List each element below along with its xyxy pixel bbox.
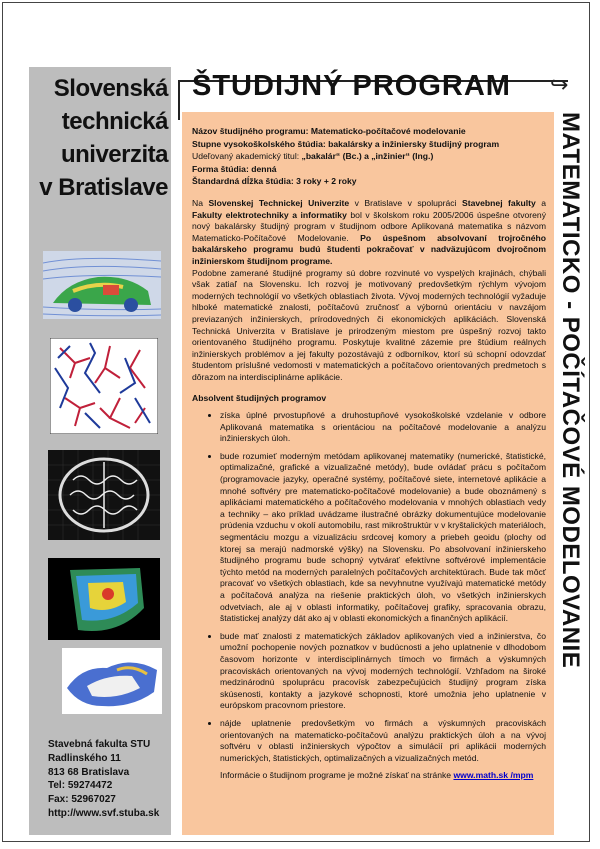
contact-line: Fax: 52967027 — [48, 794, 116, 806]
contact-line: 813 68 Bratislava — [48, 766, 130, 778]
university-line: technická — [61, 108, 168, 135]
geoid-map-image — [62, 648, 162, 714]
graduates-title: Absolvent študijných programov — [192, 393, 327, 404]
intro-paragraph-2: Podobne zamerané študijné programy sú dobre rozvinuté vo vyspelých krajinách, chýbali však zatiaľ na Slovensku. Ich rozvoj je motivovaný predovšetkým rýchlym vývojom moderných technológií vo všetkých oblastiach života. Vývoj moderných technológií vyžaduje hlboké matematické znalosti, počítačovú zručnosť a výbornú orientáciu v navzájom previazaných inžinierskych, prírodovedných či ekonomických aplikáciách. Slovenská Technická Univerzita v Bratislave je prirodzeným miestom pre úspešný rozvoj takto orientovaného študijného programu. Poskytuje kvalitné zázemie pre štúdium reálnych inžinierskych problémov a jej fakulty pozostávajú z odborníkov, ktorí sú schopní odovzdať študentom príslušné vedomosti v matematických a počítačovo orientovaných predmetoch s dôrazom na interdisciplinárne aplikácie. — [192, 267, 546, 382]
info-form: Forma štúdia: denná — [192, 163, 277, 174]
title-box — [188, 68, 556, 110]
list-item: • získa úplné prvostupňové a druhostupňové vysokoškolské vzdelanie v odbore Aplikovaná matematika s orientáciou na počítačové modelovanie a analýzu inžinierskych úloh. — [220, 410, 546, 445]
intro-text: Na Slovenskej Technickej Univerzite v Bratislave v spolupráci Stavebnej fakulty a Fakulty elektrotechniky a informatiky bol v školskom roku 2005/2006 úspešne otvorený nový bakalársky študijný program v študijnom odbore Aplikovaná matematika s názvom Matematicko-Počítačové Modelovanie. Po úspešnom absolvovaní trojročného bakalárskeho programu budú študenti pokračovať v nadväzujúcom dvojročnom inžinierskom študijnom programe. Podobne zamerané študijné programy sú dobre rozvinuté vo vyspelých krajinách, chýbali však zatiaľ na Slovensku. Ich rozvoj je motivovaný predovšetkým rýchlym vývojom moderných technológií vo všetkých oblastiach života. Vývoj moderných technológií vyžaduje hlboké matematické znalosti, počítačovú zručnosť a výbornú orientáciu v navzájom previazaných inžinierskych, prírodovedných či ekonomických aplikáciách. Slovenská Technická Univerzita v Bratislave je prirodzeným miestom pre úspešný rozvoj takto orientovaného študijného programu. Poskytuje kvalitné zázemie pre štúdium reálnych inžinierskych problémov a jej fakulty pozostávajú z odborníkov, ktorí sú schopní odovzdať študentom príslušné vedomosti v matematických a počítačovo orientovaných predmetoch s dôrazom na interdisciplinárne aplikácie. — [192, 197, 546, 382]
list-item: • bude mať znalosti z matematických základov aplikovaných vied a inžinierstva, čo umožní pochopenie nových poznatkov v budúcnosti a jeho uplatnenie v dlhodobom časovom horizonte v interdisciplinárnych tímoch vo firmách a výskumných pracoviskách orientovaných na vývoj moderných technológií. Vzhľadom na široké medzinárodnú spoluprácu pracovísk zabezpečujúcich študijný program získa skúsenosti, kontakty a jazykové schopnosti, ktoré umožnia jeho uplatnenie v európskom pracovnom priestore. — [220, 631, 546, 712]
title-left-rule — [178, 80, 180, 120]
main-panel — [182, 112, 554, 835]
crystal-microstructure-image — [50, 338, 158, 434]
heart-visualization-image — [48, 558, 160, 640]
page-title: ŠTUDIJNÝ PROGRAM — [192, 70, 511, 102]
program-info — [192, 126, 546, 188]
university-name — [30, 72, 168, 204]
program-link[interactable]: www.math.sk /mpm — [453, 770, 534, 781]
contact-line: Stavebná fakulta STU — [48, 739, 151, 750]
more-info: Informácie o študijnom programe je možné získať na stránke www.math.sk /mpm — [220, 770, 534, 781]
vertical-program-title: MATEMATICKO - POČÍTAČOVÉ MODELOVANIE — [557, 112, 584, 669]
graduates-list — [192, 410, 546, 764]
info-level: Stupne vysokoškolského štúdia: bakalársky a inžiniersky študijný program — [192, 138, 500, 149]
brain-segmentation-image — [48, 450, 160, 540]
info-length: Štandardná dĺžka štúdia: 3 roky + 2 roky — [192, 176, 357, 187]
contact-line: Tel: 59274472 — [48, 780, 113, 792]
university-line: univerzita — [60, 141, 168, 168]
car-airflow-image — [43, 251, 161, 319]
contact-block — [48, 738, 159, 821]
info-degree: Udeľovaný akademický titul: „bakalár“ (Bc.) a „inžinier“ (Ing.) — [192, 151, 434, 162]
main-content — [192, 126, 546, 782]
university-line: Slovenská — [53, 75, 168, 102]
contact-url[interactable]: http://www.svf.stuba.sk — [48, 807, 160, 819]
list-item: • nájde uplatnenie predovšetkým vo firmách a výskumných pracoviskách orientovaných na matematicko-počítačovú analýzu praktických úloh a na vývoj softvéru v oblasti inžinierskych výpočtov a simulácií pri aplikácii moderných numerických, štatistických, optimalizačných a vizualizačných metód. — [220, 718, 546, 764]
curved-arrow-icon: ↪ — [550, 72, 569, 97]
university-line: v Bratislave — [39, 174, 168, 201]
list-item: • bude rozumieť moderným metódam aplikovanej matematiky (numerické, štatistické, optimalizačné, grafické a vizualizačné metódy), bude ovládať prácu s počítačom (programovacie jazyky, operačné systémy, počítačové siete, internetové aplikácie a mnohé softvéry pre matematicko-počítačové modelovanie) a bude oboznámený s aplikáciami matematického a počítačového modelovania v mnohých oblastiach vedy a techniky – ako príklad uvádzame ilustračné obrázky dokumentujúce modelovanie prúdenia vzduchu v okolí automobilu, rast mikroštruktúr v v kryštalických materiáloch, segmentáciu mozgu a vizualizáciu srdcovej komory a priebeh geoidu (plochy od ktorej sa merajú nadmorské výšky) na Slovensku. Po absolvovaní inžinierskeho študijného programu bude schopný vytvárať efektívne softvérové implementácie týchto metód na moderných paralelných počítačových architektúrach. Bude tak môcť pracovať vo všetkých oblastiach, kde sa nevyhnutne využívajú matematické metódy a počítačová analýza na riešenie praktických úloh, vo všetkých inžinierskych odvetviach, ale aj v oblasti informatiky, počítačovej grafiky, spracovania obrazu, štatistickej analýzy dát ako aj v oblasti ekonomických a finančných aplikácií. — [220, 451, 546, 625]
contact-line: Radlinského 11 — [48, 752, 121, 764]
info-name: Názov študijného programu: Matematicko-počítačové modelovanie — [192, 126, 466, 136]
